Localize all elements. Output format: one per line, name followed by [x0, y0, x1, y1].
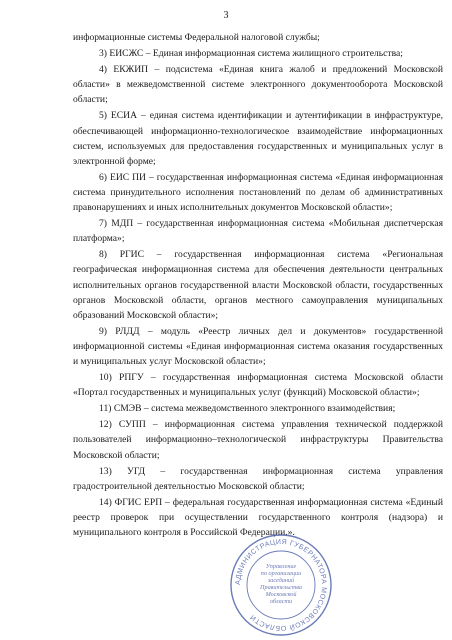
paragraph-item-4: 4) ЕКЖИП – подсистема «Единая книга жалоб и предложений Московской области» в межведомственной системе электронного документооборота Московской области;	[73, 64, 443, 106]
paragraph-item-11: 11) СМЭВ – система межведомственного электронного взаимодействия;	[99, 403, 396, 415]
official-stamp	[229, 533, 333, 637]
paragraph-item-10: 10) РПГУ – государственная информационная система Московской области «Портал государственных и муниципальных услуг (функций) Московской области»;	[73, 372, 443, 399]
paragraph-item-6: 6) ЕИС ПИ – государственная информационная система «Единая информационная система принудительного исполнения постановлений по делам об административных правонарушениях и иных исполнительных документов Московской области»;	[73, 171, 443, 214]
stamp-center-line: Московской	[265, 591, 297, 598]
stamp-center-line: Управление	[265, 563, 297, 570]
paragraph-item-9: 9) РЛДД – модуль «Реестр личных дел и документов» государственной информационной системы «Единая информационная система оказания государственных и муниципальных услуг Московской области»;	[73, 325, 443, 367]
stamp-center-line: заседаний	[267, 577, 295, 584]
stamp-inner-ring	[247, 551, 315, 619]
paragraph-item-13: 13) УГД – государственная информационная система управления градостроительной деятельностью Московской области;	[73, 465, 443, 492]
stamp-outer-ring	[231, 535, 331, 635]
stamp-center-line: области	[269, 598, 293, 605]
stamp-center-line: по организации	[260, 570, 302, 577]
document-body	[73, 30, 443, 541]
paragraph-item-8: 8) РГИС – государственная информационная система «Региональная географическая информационная система для обеспечения деятельности центральных исполнительных органов государственной власти Московской области, государственных органов Московской области, органов местного самоуправления муниципальных образований Московской области»;	[73, 249, 443, 321]
paragraph-item-12: 12) СУПП – информационная система управления технической поддержкой пользователей информационно–технологической инфраструктуры Правительства Московской области;	[73, 419, 443, 461]
paragraph-item-5: 5) ЕСИА – единая система идентификации и аутентификации в инфраструктуре, обеспечивающей информационно-технологическое взаимодействие информационных систем, используемых для предоставления государственных и муниципальных услуг в электронной форме;	[73, 110, 443, 167]
paragraph-item-7: 7) МДП – государственная информационная система «Мобильная диспетчерская платформа»;	[73, 218, 443, 245]
stamp-center-line: Правительства	[260, 584, 302, 591]
paragraph-item-3: 3) ЕИСЖС – Единая информационная система жилищного строительства;	[99, 48, 403, 60]
page-number: 3	[223, 10, 229, 21]
paragraph-item-14: 14) ФГИС ЕРП – федеральная государственная информационная система «Единый реестр проверок при осуществлении государственного контроля (надзора) и муниципального контроля в Российской Федерации.».	[73, 496, 443, 538]
stamp-ring-text: АДМИНИСТРАЦИЯ ГУБЕРНАТОРА МОСКОВСКОЙ ОБЛАСТИ	[234, 538, 328, 632]
paragraph-continuation: информационные системы Федеральной налоговой службы;	[73, 32, 320, 43]
